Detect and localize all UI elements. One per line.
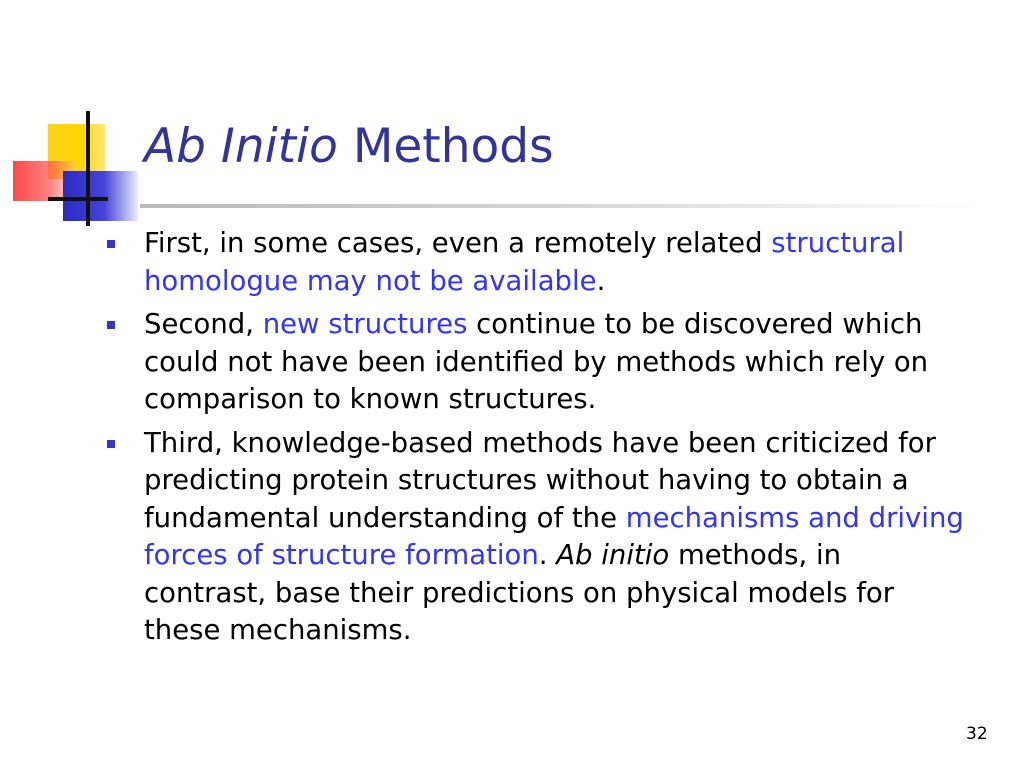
bullet-text: .	[596, 264, 606, 297]
italic-text: Ab initio	[556, 539, 670, 571]
slide-title	[144, 112, 554, 182]
bullet-item-2	[0, 306, 964, 419]
bullet-text: Second,	[144, 308, 263, 340]
page-number: 32	[966, 724, 988, 744]
logo-horizontal-line	[48, 197, 108, 201]
bullet-item-1	[0, 225, 964, 300]
title-underline	[140, 204, 980, 208]
highlighted-text: mechanisms and driving forces of structure formation	[144, 501, 964, 571]
bullet-square-icon	[107, 240, 115, 248]
decorative-logo	[0, 0, 150, 240]
bullet-text: Third, knowledge-based methods have been criticized for predicting protein structures without having to obtain a fundamental understanding of the	[144, 426, 936, 534]
highlighted-text: structural homologue may not be available	[144, 227, 905, 297]
title-italic: Ab Initio	[144, 119, 338, 174]
title-rest: Methods	[337, 119, 554, 174]
bullet-item-3	[0, 425, 964, 650]
bullet-square-icon	[107, 321, 115, 329]
bullet-text: .	[538, 539, 557, 571]
bullet-text: continue to be discovered which could not have been identified by methods which rely on comparison to known structures.	[144, 308, 929, 415]
logo-vertical-line	[86, 111, 90, 226]
bullet-square-icon	[107, 440, 115, 448]
bullet-text: First, in some cases, even a remotely related	[144, 227, 772, 259]
bullet-text: methods, in contrast, base their predictions on physical models for these mechanisms.	[144, 539, 895, 646]
highlighted-text: new structures	[262, 308, 468, 340]
bullet-list	[0, 225, 1024, 656]
logo-blue-square	[63, 171, 138, 221]
